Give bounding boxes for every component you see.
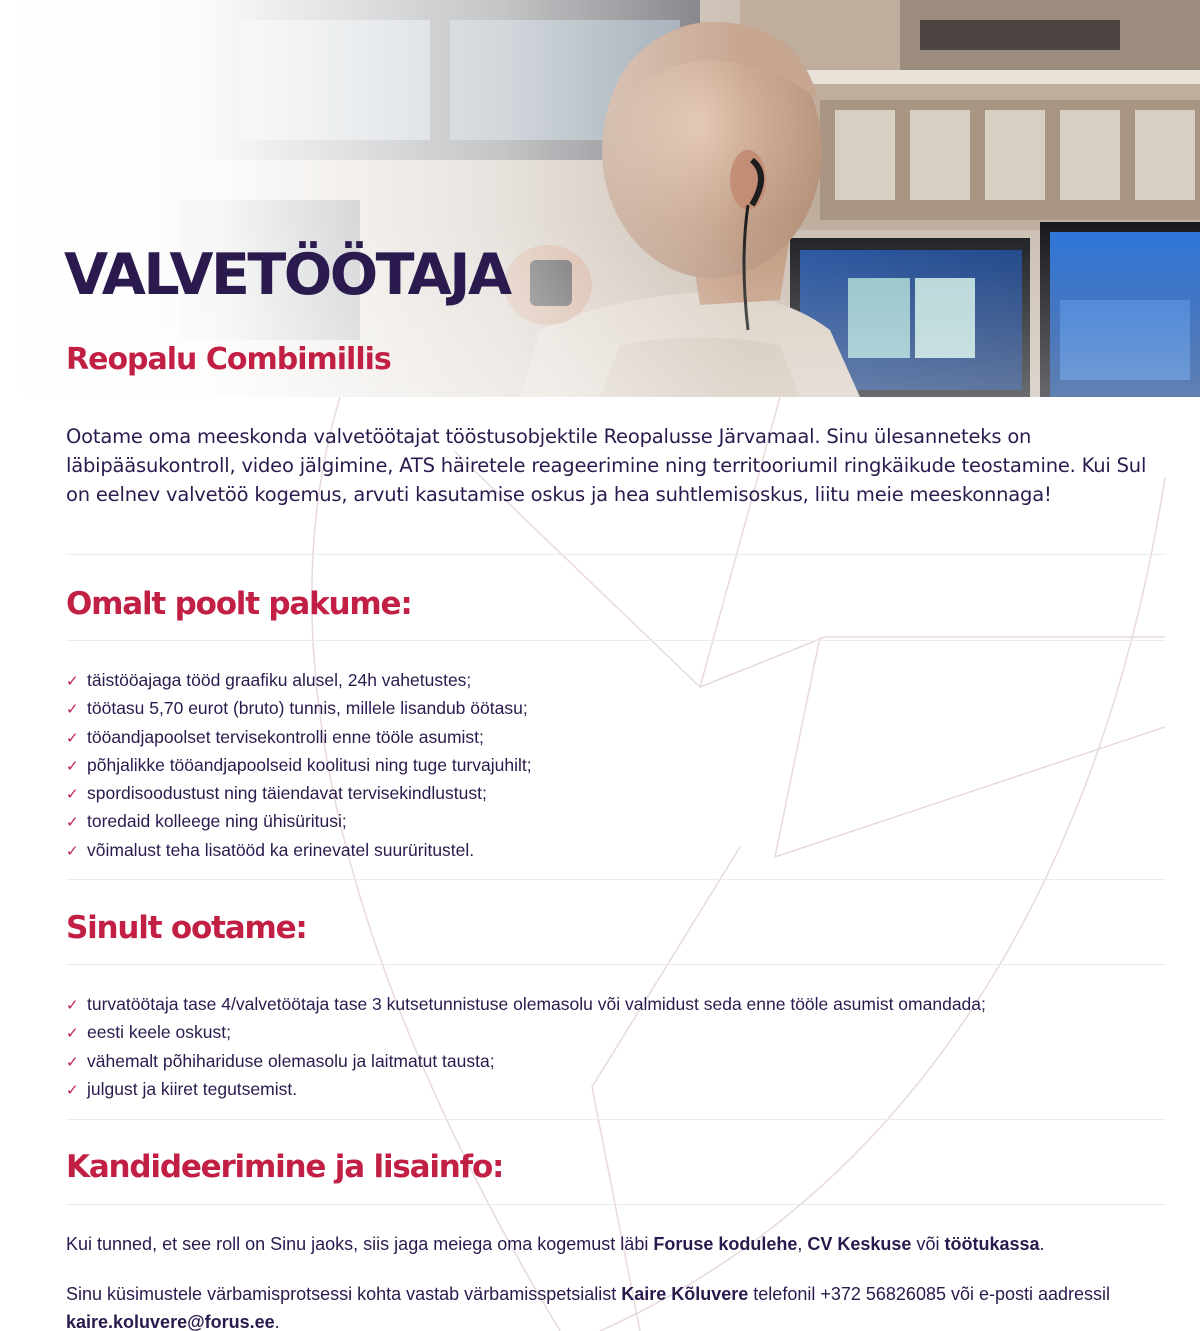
- list-item: ✓ toredaid kolleege ning ühisüritusi;: [66, 808, 532, 836]
- expect-list: [66, 991, 986, 1104]
- hero-image: [0, 0, 1200, 397]
- apply-heading: Kandideerimine ja lisainfo:: [66, 1149, 504, 1185]
- list-item: ✓ töötasu 5,70 eurot (bruto) tunnis, millele lisandub öötasu;: [66, 695, 532, 723]
- check-icon: ✓: [66, 785, 79, 804]
- divider: [66, 554, 1166, 555]
- contact-paragraph: Sinu küsimustele värbamisprotsessi kohta vastab värbamisspetsialist Kaire Kõluvere telefonil +372 56826085 või e-posti aadressil kaire.koluvere@forus.ee.: [66, 1284, 1111, 1331]
- recruiter-name: Kaire Kõluvere: [621, 1284, 749, 1304]
- intro-paragraph: Ootame oma meeskonda valvetöötajat tööstusobjektile Reopalusse Järvamaal. Sinu ülesanneteks on läbipääsukontroll, video jälgimine, ATS häiretele reageerimine ning territooriumil ringkäikude teostamine. Kui Sul on eelnev valvetöö kogemus, arvuti kasutamise oskus ja hea suhtlemisoskus, liitu meie meeskonnaga!: [66, 425, 1147, 506]
- check-icon: ✓: [66, 728, 79, 747]
- list-item: ✓ turvatöötaja tase 4/valvetöötaja tase 3 kutsetunnistuse olemasolu või valmidust seda enne tööle asumist omandada;: [66, 991, 986, 1019]
- recruiter-email-link[interactable]: kaire.koluvere@forus.ee: [66, 1312, 275, 1331]
- list-item: ✓ tööandjapoolset tervisekontrolli enne tööle asumist;: [66, 724, 532, 752]
- list-item: ✓ eesti keele oskust;: [66, 1019, 986, 1047]
- check-icon: ✓: [66, 1080, 79, 1099]
- check-icon: ✓: [66, 672, 79, 690]
- apply-paragraph: Kui tunned, et see roll on Sinu jaoks, siis jaga meiega oma kogemust läbi Foruse kodulehe, CV Keskuse või töötukassa.: [66, 1234, 1045, 1254]
- offer-heading: Omalt poolt pakume:: [66, 586, 412, 622]
- cv-keskus-link[interactable]: CV Keskuse: [807, 1234, 912, 1254]
- check-icon: ✓: [66, 1024, 79, 1043]
- list-item: ✓ julgust ja kiiret tegutsemist.: [66, 1076, 986, 1104]
- check-icon: ✓: [66, 996, 79, 1014]
- expect-heading: Sinult ootame:: [66, 910, 307, 946]
- forus-homepage-link[interactable]: Foruse kodulehe: [653, 1234, 798, 1254]
- tootukassa-link[interactable]: töötukassa: [944, 1234, 1040, 1254]
- check-icon: ✓: [66, 813, 79, 832]
- list-item: ✓ spordisoodustust ning täiendavat tervisekindlustust;: [66, 780, 532, 808]
- divider: [66, 640, 1166, 641]
- check-icon: ✓: [66, 1052, 79, 1071]
- check-icon: ✓: [66, 841, 79, 860]
- job-title: VALVETÖÖTAJA: [64, 242, 510, 308]
- list-item: ✓ täistööajaga tööd graafiku alusel, 24h vahetustes;: [66, 667, 532, 695]
- divider: [66, 1204, 1166, 1205]
- offer-list: [66, 667, 532, 865]
- company-name: Reopalu Combimillis: [66, 342, 391, 377]
- divider: [66, 964, 1166, 965]
- divider: [66, 879, 1166, 880]
- list-item: ✓ vähemalt põhihariduse olemasolu ja laitmatut tausta;: [66, 1048, 986, 1076]
- check-icon: ✓: [66, 756, 79, 775]
- list-item: ✓ võimalust teha lisatööd ka erinevatel suurüritustel.: [66, 837, 532, 865]
- divider: [66, 1119, 1166, 1120]
- list-item: ✓ põhjalikke tööandjapoolseid koolitusi ning tuge turvajuhilt;: [66, 752, 532, 780]
- check-icon: ✓: [66, 700, 79, 719]
